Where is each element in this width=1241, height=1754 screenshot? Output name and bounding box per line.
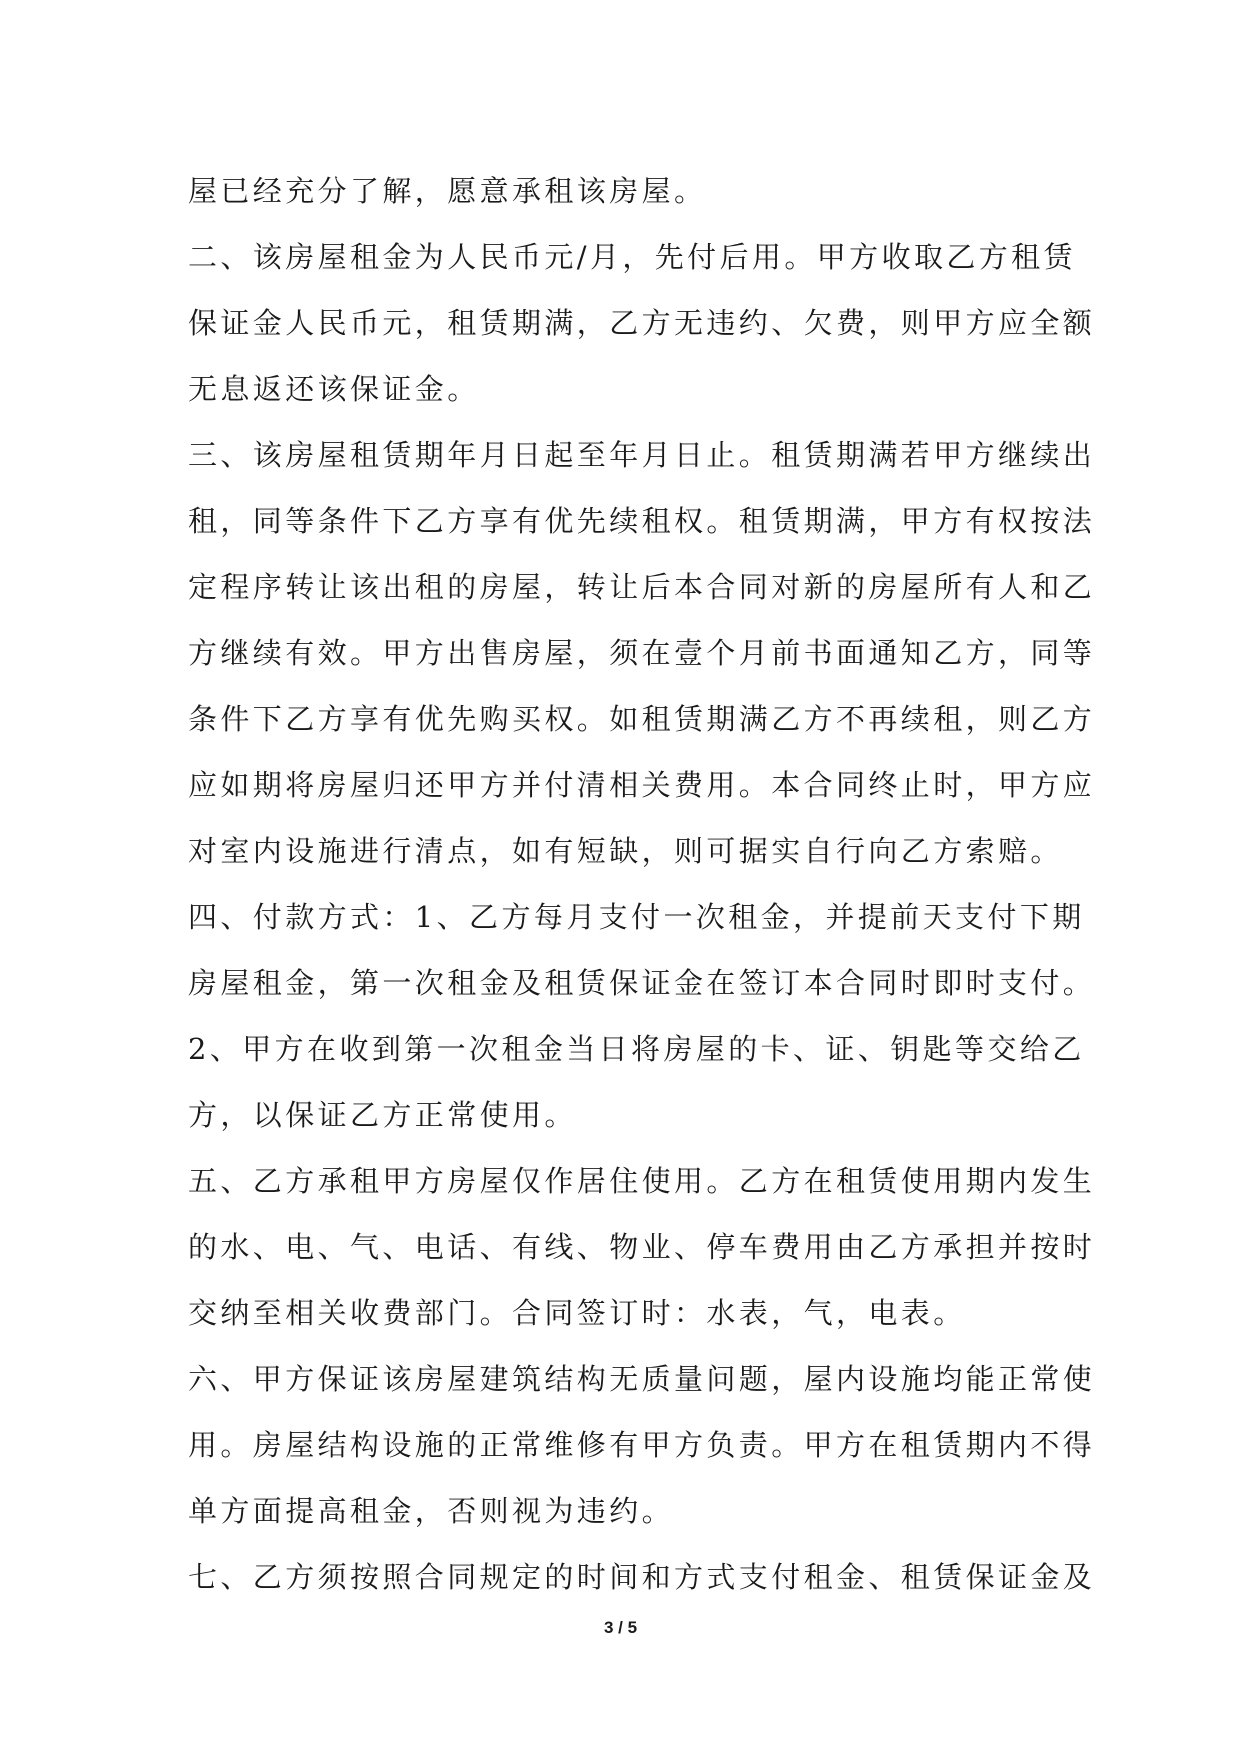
text-line: 定程序转让该出租的房屋，转让后本合同对新的房屋所有人和乙 xyxy=(188,570,1096,604)
text-line: 条件下乙方享有优先购买权。如租赁期满乙方不再续租，则乙方 xyxy=(188,702,1096,736)
text-line: 六、甲方保证该房屋建筑结构无质量问题，屋内设施均能正常使 xyxy=(188,1362,1096,1396)
text-line: 保证金人民币元，租赁期满，乙方无违约、欠费，则甲方应全额 xyxy=(188,306,1096,340)
text-line: 七、乙方须按照合同规定的时间和方式支付租金、租赁保证金及 xyxy=(188,1560,1096,1594)
text-line: 五、乙方承租甲方房屋仅作居住使用。乙方在租赁使用期内发生 xyxy=(188,1164,1096,1198)
text-line: 2、甲方在收到第一次租金当日将房屋的卡、证、钥匙等交给乙 xyxy=(188,1032,1085,1066)
text-line: 应如期将房屋归还甲方并付清相关费用。本合同终止时，甲方应 xyxy=(188,768,1096,802)
text-line: 三、该房屋租赁期年月日起至年月日止。租赁期满若甲方继续出 xyxy=(188,438,1096,472)
text-line: 房屋租金，第一次租金及租赁保证金在签订本合同时即时支付。 xyxy=(188,966,1096,1000)
text-line: 四、付款方式：1、乙方每月支付一次租金，并提前天支付下期 xyxy=(188,900,1085,934)
text-line: 对室内设施进行清点，如有短缺，则可据实自行向乙方索赔。 xyxy=(188,834,1063,868)
text-line: 无息返还该保证金。 xyxy=(188,372,480,406)
page-number: 3 / 5 xyxy=(603,1618,638,1637)
text-line: 二、该房屋租金为人民币元/月，先付后用。甲方收取乙方租赁 xyxy=(188,240,1076,274)
text-line: 屋已经充分了解，愿意承租该房屋。 xyxy=(188,174,707,208)
text-line: 方继续有效。甲方出售房屋，须在壹个月前书面通知乙方，同等 xyxy=(188,636,1096,670)
text-line: 方，以保证乙方正常使用。 xyxy=(188,1098,577,1132)
text-line: 交纳至相关收费部门。合同签订时：水表，气，电表。 xyxy=(188,1296,966,1330)
text-line: 租，同等条件下乙方享有优先续租权。租赁期满，甲方有权按法 xyxy=(188,504,1096,538)
contract-body xyxy=(188,158,1096,1610)
text-line: 用。房屋结构设施的正常维修有甲方负责。甲方在租赁期内不得 xyxy=(188,1428,1096,1462)
text-line: 的水、电、气、电话、有线、物业、停车费用由乙方承担并按时 xyxy=(188,1230,1096,1264)
text-line: 单方面提高租金，否则视为违约。 xyxy=(188,1494,675,1528)
